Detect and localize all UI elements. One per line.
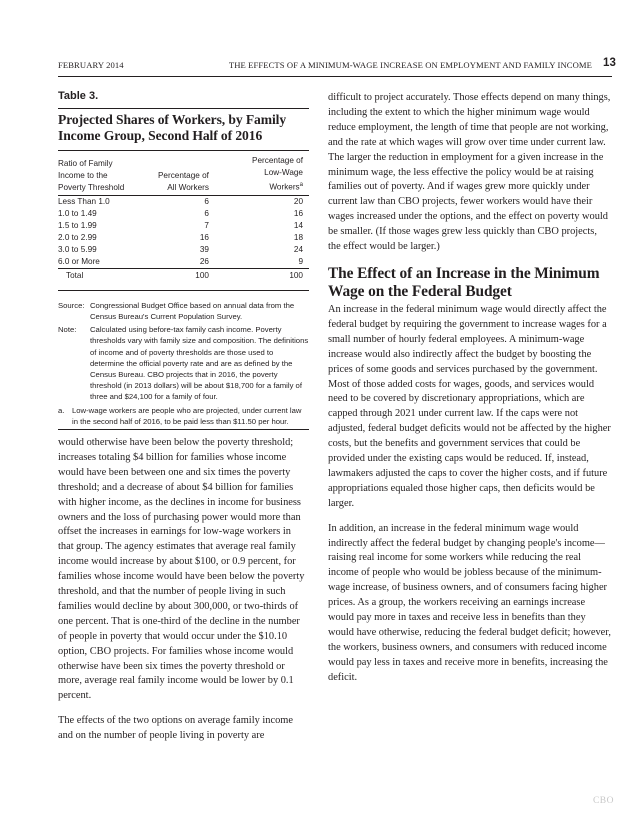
table-total-row: Total 100 100	[66, 270, 303, 280]
paragraph: In addition, an increase in the federal minimum wage would indirectly affect the federal budget by changing people's income—raising real income for some workers while reducing the real income of people who would be jobless because of the minimum-wage increase, of business owners, and of consumers facing higher prices. As a group, the workers receiving an earnings increase would pay more in taxes and receive less in benefits than they would have otherwise, reducing the federal budget deficit; however, the workers, business owners, and consumers with reduced income would pay less in taxes and receive more in benefits, increasing the deficit.	[328, 522, 611, 683]
table-row: 6.0 or More 26 9	[58, 256, 309, 269]
table-row: 3.0 to 5.99 39 24	[58, 244, 303, 254]
table-title-rule	[58, 108, 309, 109]
table-title: Projected Shares of Workers, by Family Income Group, Second Half of 2016	[58, 112, 287, 143]
cbo-logo: CBO	[592, 796, 614, 806]
table-end-rule	[58, 282, 309, 291]
header-rule	[58, 76, 612, 77]
table-row: Less Than 1.0 6 20	[58, 196, 303, 206]
col-header-ratio: Ratio of Family Income to the Poverty Threshold	[58, 155, 139, 195]
paragraph: The effects of the two options on average family income and on the number of people living in poverty are	[58, 715, 293, 742]
section-heading: The Effect of an Increase in the Minimum Wage on the Federal Budget	[328, 264, 600, 300]
col-header-all-workers: Percentage of All Workers	[139, 155, 239, 195]
table-header-row	[58, 155, 309, 195]
section-body-text	[328, 303, 612, 686]
table-row: 1.5 to 1.99 7 14	[58, 220, 303, 230]
data-table	[58, 155, 309, 291]
table-title-rule-bottom	[58, 150, 309, 151]
header-date: FEBRUARY 2014	[58, 60, 124, 70]
table-row: 1.0 to 1.49 6 16	[58, 208, 303, 218]
paragraph: would otherwise have been below the poverty threshold; increases totaling $4 billion for families whose income would have been between one and six times the poverty threshold; and a decrease of about $4 billion for families with higher income, as the declines in income for business owners and the loss of purchasing power would more than offset the increases in earnings for low-wage workers in that group. The agency estimates that average real family income would increase by about $100, or 0.9 percent, for families whose income would have been below the poverty threshold, and that the number of people living in such families would decline by about 300,000, or two-thirds of one percent. That is one-third of the decline in the number of people in poverty that would occur under the $10.10 option, CBO projects. For families whose income would otherwise have been six times the poverty threshold or more, average real family income would be lower by 0.1 percent.	[58, 436, 305, 702]
table-notes	[58, 300, 309, 430]
page-number: 13	[603, 57, 616, 69]
left-column	[58, 88, 309, 754]
table-row: 2.0 to 2.99 16 18	[58, 232, 303, 242]
left-body-text	[58, 436, 309, 744]
col-header-low-wage: Percentage of Low-Wage Workers$^a$	[239, 155, 309, 195]
table-label: Table 3.	[58, 90, 99, 102]
right-column	[328, 91, 612, 696]
paragraph: An increase in the federal minimum wage would directly affect the federal budget by requiring the government to increase wages for a small number of hourly federal employees. A minimum-wage increase would also indirectly affect the budget by boosting the prices of some goods and services purchased by the government. Most of those added costs for wages, goods, and services would need to be covered by discretionary appropriations, which are capped through 2021 under current law. If the caps were not adjusted, federal budget deficits would not be affected by the higher costs, but the benefits and government services that could be provided under the existing caps would be reduced. If, instead, lawmakers adjusted the caps to cover the higher costs, and if future appropriations equaled those higher caps, then deficits would be larger.	[328, 303, 611, 509]
footnote-a: a. Low-wage workers are people who are projected, under current law in the second half of 2016, to be paid less than $11.50 per hour.	[58, 405, 302, 426]
paragraph: difficult to project accurately. Those effects depend on many things, including the extent to which the higher minimum wage would reduce employment, the length of time that people are not working, and the rate at which wages will grow over time under current law. The larger the reduction in employment for a given increase in the minimum wage, the less effective the policy would be at raising families out of poverty. And if wages grew more quickly under current law than CBO projects, fewer workers would have their wages increased under the options, and the effect on poverty would be smaller. (If those wages grew less quickly than CBO projects, the effect would be larger.)	[328, 92, 611, 253]
general-note: Note: Calculated using before-tax family cash income. Poverty thresholds vary with family size and composition. The definitions of income and of poverty thresholds are those used to determine the official poverty rate and are as defined by the Census Bureau. CBO projects that in 2016, the poverty threshold (in 2013 dollars) will be about $18,700 for a family of three and $24,100 for a family of four.	[58, 325, 309, 402]
source-note: Source: Congressional Budget Office based on annual data from the Census Bureau's Current Population Survey.	[58, 300, 295, 321]
notes-rule	[58, 429, 309, 430]
right-body-text	[328, 91, 612, 255]
header-running-title: THE EFFECTS OF A MINIMUM-WAGE INCREASE ON EMPLOYMENT AND FAMILY INCOME	[228, 60, 592, 70]
